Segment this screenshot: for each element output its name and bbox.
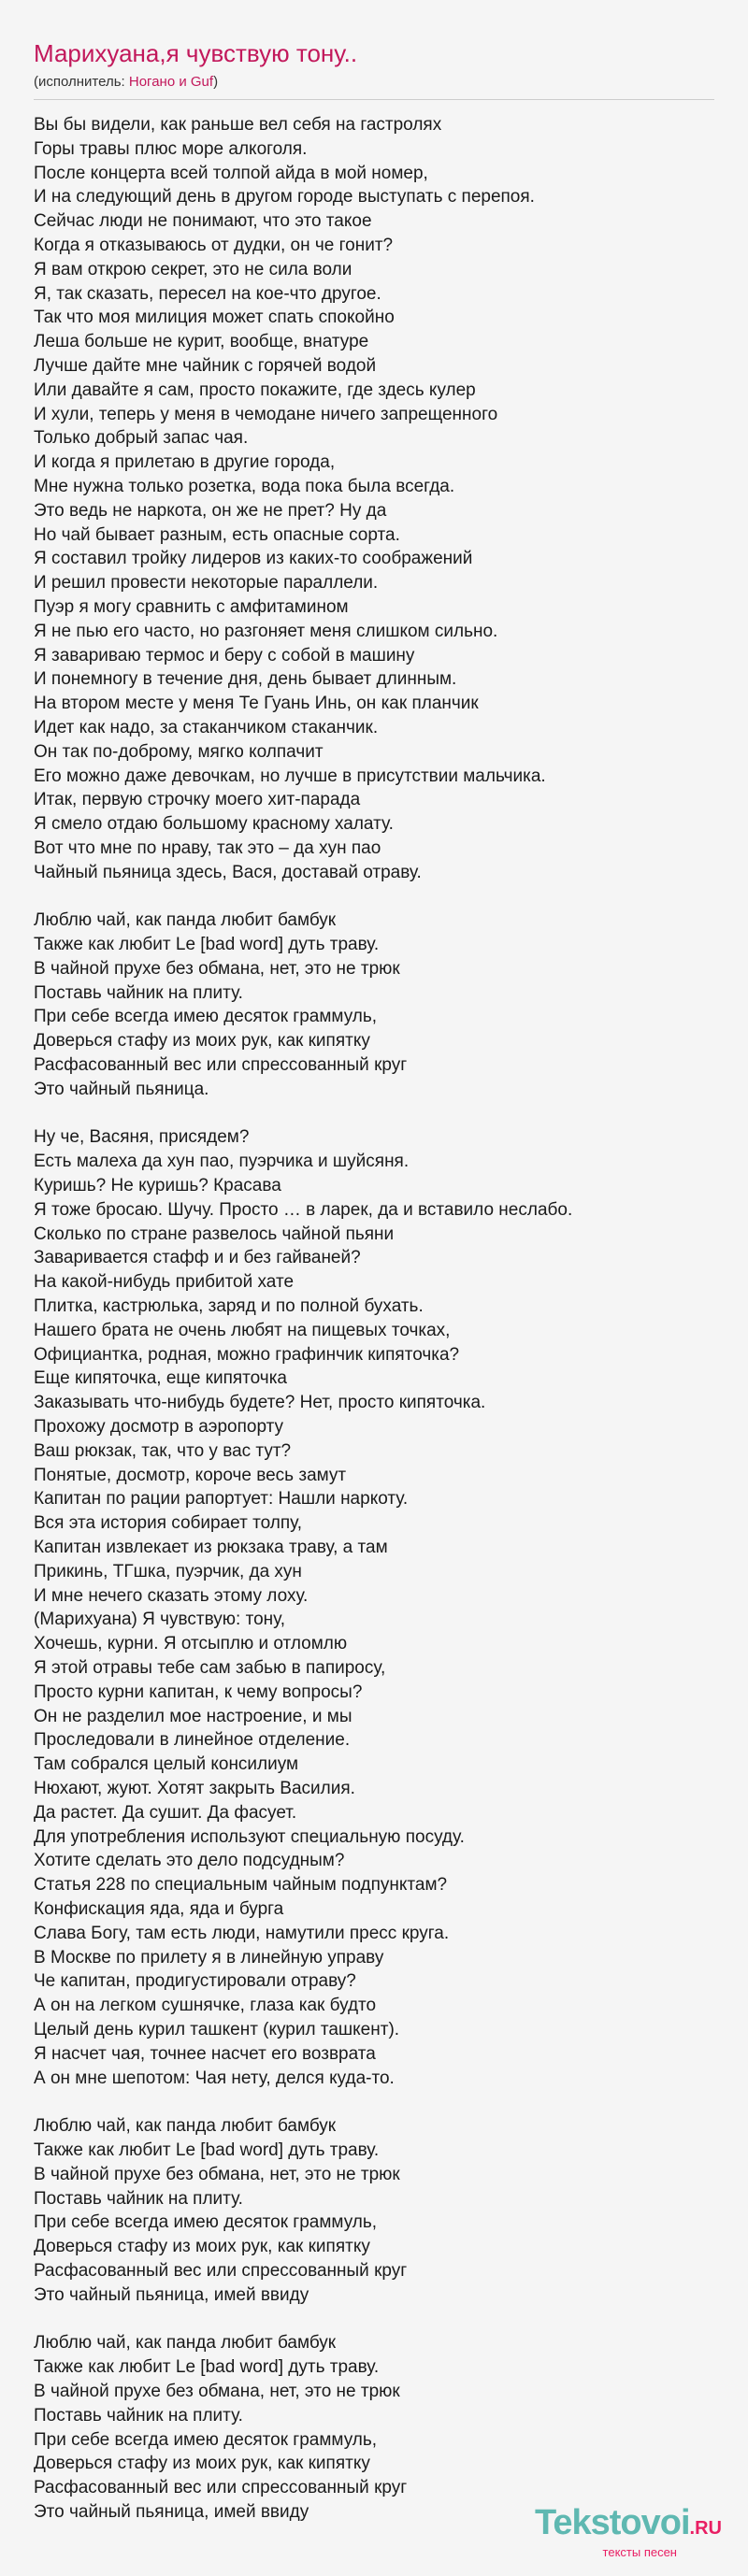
lyric-line: Я завариваю термос и беру с собой в машину [34, 645, 415, 665]
lyric-line: Также как любит Le [bad word] дуть траву. [34, 2140, 380, 2160]
lyric-line: (Марихуана) Я чувствую: тону, [34, 1610, 286, 1630]
lyric-line: Его можно даже девочкам, но лучше в присутствии мальчика. [34, 766, 546, 786]
lyric-line: Он так по-доброму, мягко колпачит [34, 741, 324, 762]
lyric-line: Че капитан, продигустировали отраву? [34, 1971, 356, 1992]
lyric-line: Мне нужна только розетка, вода пока была всегда. [34, 476, 455, 496]
lyric-line: Доверься стафу из моих рук, как кипятку [34, 2454, 370, 2474]
lyric-line: Расфасованный вес или спрессованный круг [34, 1055, 408, 1076]
lyric-line: При себе всегда имею десяток граммуль, [34, 2212, 378, 2233]
lyric-line: Поставь чайник на плиту. [34, 2405, 243, 2426]
lyric-line: Или давайте я сам, просто покажите, где здесь кулер [34, 379, 476, 400]
lyric-line: Это ведь не наркота, он же не прет? Ну да [34, 500, 387, 521]
lyrics-text [34, 113, 714, 2525]
lyric-line: Только добрый запас чая. [34, 428, 249, 449]
lyric-line: Хочешь, курни. Я отсыплю и отломлю [34, 1634, 348, 1654]
lyric-line: Идет как надо, за стаканчиком стаканчик. [34, 717, 379, 737]
song-title: Марихуана,я чувствую тону.. [34, 39, 358, 67]
lyric-line: И хули, теперь у меня в чемодане ничего запрещенного [34, 404, 498, 424]
lyric-line: Поставь чайник на плиту. [34, 2188, 243, 2209]
lyric-line: Ну че, Васяня, присядем? [34, 1127, 250, 1148]
logo-tagline: тексты песен [602, 2545, 677, 2559]
lyric-line: Лучше дайте мне чайник с горячей водой [34, 355, 377, 376]
lyric-line: Просто курни капитан, к чему вопросы? [34, 1682, 363, 1702]
lyric-line: Я не пью его часто, но разгоняет меня слишком сильно. [34, 621, 498, 641]
artist-prefix: (исполнитель: [34, 74, 129, 90]
lyric-line: Статья 228 по специальным чайным подпунктам? [34, 1875, 448, 1896]
lyric-line: Капитан извлекает из рюкзака траву, а там [34, 1538, 388, 1558]
lyric-line: Сейчас люди не понимают, что это такое [34, 211, 372, 232]
lyric-line: Но чай бывает разным, есть опасные сорта. [34, 524, 400, 545]
lyric-line: Капитан по рации рапортует: Нашли наркоту. [34, 1489, 409, 1510]
lyric-line: Плитка, кастрюлька, заряд и по полной бухать. [34, 1296, 424, 1317]
site-logo[interactable] [535, 2504, 722, 2559]
lyric-line: И когда я прилетаю в другие города, [34, 452, 336, 473]
lyric-line: Вот что мне по нраву, так это – да хун пао [34, 837, 381, 858]
lyric-line: В чайной прухе без обмана, нет, это не трюк [34, 2381, 400, 2401]
stanza-gap [34, 2308, 714, 2332]
lyric-line: А он мне шепотом: Чая нету, делся куда-то. [34, 2068, 395, 2088]
lyric-line: Чайный пьяница здесь, Вася, доставай отраву. [34, 862, 422, 882]
lyric-line: Я насчет чая, точнее насчет его возврата [34, 2043, 376, 2064]
lyric-line: Слава Богу, там есть люди, намутили пресс круга. [34, 1923, 450, 1943]
lyric-line: Также как любит Le [bad word] дуть траву. [34, 935, 380, 955]
lyric-line: В чайной прухе без обмана, нет, это не трюк [34, 2164, 400, 2184]
lyric-line: Еще кипяточка, еще кипяточка [34, 1368, 288, 1389]
lyric-line: Вся эта история собирает толпу, [34, 1513, 302, 1534]
lyric-line: Заказывать что-нибудь будете? Нет, просто кипяточка. [34, 1393, 486, 1413]
lyric-line: Есть малеха да хун пао, пуэрчика и шуйсяня. [34, 1152, 410, 1172]
lyrics-page [34, 37, 714, 2525]
lyric-line: Понятые, досмотр, короче весь замут [34, 1465, 347, 1485]
lyric-line: Я составил тройку лидеров из каких-то соображений [34, 549, 473, 569]
lyric-line: Это чайный пьяница, имей ввиду [34, 2501, 309, 2522]
lyric-line: Люблю чай, как панда любит бамбук [34, 910, 337, 931]
lyric-line: Доверься стафу из моих рук, как кипятку [34, 1031, 370, 1052]
logo-name: Tekstovoi [534, 2503, 690, 2542]
lyric-line: Когда я отказываюсь от дудки, он че гонит? [34, 235, 394, 255]
artist-link[interactable]: Ногано и Guf [128, 74, 214, 90]
lyric-line: Пуэр я могу сравнить с амфитамином [34, 596, 349, 617]
lyric-line: При себе всегда имею десяток граммуль, [34, 1007, 378, 1027]
lyric-line: Прохожу досмотр в аэропорту [34, 1417, 284, 1438]
lyric-line: А он на легком сушнячке, глаза как будто [34, 1996, 377, 2016]
lyric-line: В чайной прухе без обмана, нет, это не трюк [34, 958, 400, 979]
title-divider [34, 99, 714, 100]
lyric-line: Сколько по стране развелось чайной пьяни [34, 1224, 395, 1244]
lyric-line: Там собрался целый консилиум [34, 1754, 299, 1775]
lyric-line: Леша больше не курит, вообще, внатуре [34, 332, 369, 352]
lyric-line: Я смело отдаю большому красному халату. [34, 814, 394, 835]
lyric-line: Проследовали в линейное отделение. [34, 1730, 351, 1751]
lyric-line: Прикинь, ТГшка, пуэрчик, да хун [34, 1561, 302, 1581]
lyric-line: Итак, первую строчку моего хит-парада [34, 790, 361, 810]
lyric-line: Расфасованный вес или спрессованный круг [34, 2260, 408, 2281]
logo-domain: .RU [689, 2518, 722, 2539]
lyric-line: И на следующий день в другом городе выступать с перепоя. [34, 187, 535, 208]
lyric-line: Заваривается стафф и и без гайваней? [34, 1248, 361, 1268]
artist-suffix: ) [213, 74, 219, 90]
lyric-line: Я этой отравы тебе сам забью в папиросу, [34, 1658, 386, 1678]
lyric-line: Так что моя милиция может спать спокойно [34, 308, 395, 328]
lyric-line: Люблю чай, как панда любит бамбук [34, 2116, 337, 2137]
lyric-line: Да растет. Да сушит. Да фасует. [34, 1802, 297, 1823]
lyric-line: Ваш рюкзак, так, что у вас тут? [34, 1440, 292, 1461]
lyric-line: Поставь чайник на плиту. [34, 982, 243, 1003]
lyric-line: На какой-нибудь прибитой хате [34, 1272, 295, 1293]
logo-wordmark [535, 2504, 722, 2547]
lyric-line: Нашего брата не очень любят на пищевых точках, [34, 1320, 451, 1340]
lyric-line: Вы бы видели, как раньше вел себя на гастролях [34, 115, 442, 135]
lyric-line: Для употребления используют специальную посуду. [34, 1826, 465, 1847]
lyric-line: Куришь? Не куришь? Красава [34, 1176, 281, 1196]
lyric-line: Я тоже бросаю. Шучу. Просто … в ларек, да и вставило неслабо. [34, 1199, 573, 1220]
lyric-line: Целый день курил ташкент (курил ташкент). [34, 2019, 400, 2039]
lyric-line: Доверься стафу из моих рук, как кипятку [34, 2237, 370, 2257]
lyric-line: Я, так сказать, пересел на кое-что другое. [34, 283, 381, 304]
lyric-line: И решил провести некоторые параллели. [34, 573, 379, 594]
lyric-line: Горы травы плюс море алкоголя. [34, 138, 308, 159]
lyric-line: Расфасованный вес или спрессованный круг [34, 2478, 408, 2498]
stanza-gap [34, 2090, 714, 2114]
lyric-line: Он не разделил мое настроение, и мы [34, 1706, 352, 1726]
artist-line [34, 73, 714, 92]
lyric-line: Нюхают, жуют. Хотят закрыть Василия. [34, 1778, 355, 1798]
stanza-gap [34, 885, 714, 909]
lyric-line: Хотите сделать это дело подсудным? [34, 1851, 345, 1871]
lyric-line: И понемногу в течение дня, день бывает длинным. [34, 669, 457, 690]
lyric-line: В Москве по прилету я в линейную управу [34, 1947, 384, 1968]
lyric-line: Официантка, родная, можно графинчик кипяточка? [34, 1344, 460, 1365]
stanza-gap [34, 1102, 714, 1126]
lyric-line: После концерта всей толпой айда в мой номер, [34, 163, 428, 183]
lyric-line: Я вам открою секрет, это не сила воли [34, 259, 352, 279]
lyric-line: И мне нечего сказать этому лоху. [34, 1585, 309, 1606]
lyric-line: Люблю чай, как панда любит бамбук [34, 2333, 337, 2354]
lyric-line: Это чайный пьяница, имей ввиду [34, 2284, 309, 2305]
lyric-line: Конфискация яда, яда и бурга [34, 1898, 284, 1919]
lyric-line: Также как любит Le [bad word] дуть траву. [34, 2357, 380, 2378]
lyric-line: При себе всегда имею десяток граммуль, [34, 2429, 378, 2450]
lyric-line: На втором месте у меня Те Гуань Инь, он как планчик [34, 694, 479, 714]
lyric-line: Это чайный пьяница. [34, 1079, 209, 1099]
